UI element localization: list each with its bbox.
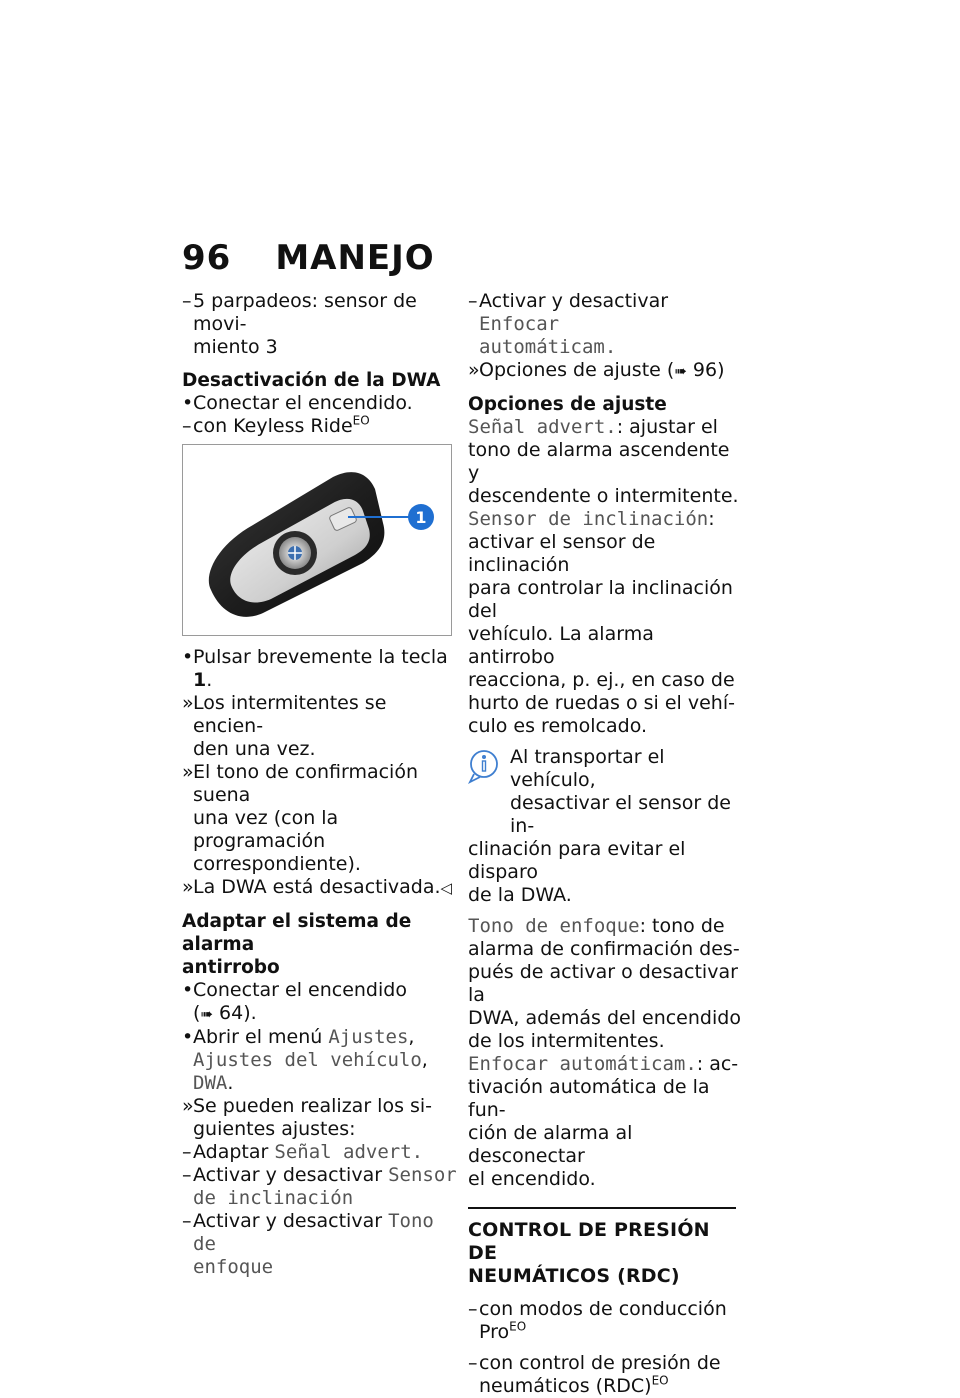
result-item: » La DWA está desactivada.◁: [182, 876, 453, 898]
key-fob-figure: [182, 444, 452, 636]
result-marker: »: [182, 692, 194, 714]
result-marker: »: [182, 1095, 194, 1117]
result-item: » Los intermitentes se encien-: [182, 692, 387, 737]
bullet-icon: •: [182, 979, 194, 1001]
dash-marker: –: [182, 415, 192, 437]
list-item: • Conectar el encendido: [182, 979, 407, 1001]
section-title: MANEJO: [275, 238, 435, 278]
page-header: [182, 238, 435, 278]
page-number: 96: [182, 238, 232, 278]
info-note: Al transportar el vehículo, desactivar el sensor de in-: [468, 746, 743, 838]
bullet-icon: •: [182, 392, 194, 414]
list-item: • Pulsar brevemente la tecla 1.: [182, 646, 448, 691]
info-icon: [468, 748, 504, 784]
list-item: – 5 parpadeos: sensor de movi-: [182, 290, 417, 335]
right-column: – Activar y desactivar Enfocar automáticam. » Opciones de ajuste (➠ 96) Opciones de ajuste Señal advert.: ajustar el tono de alarma ascendente y descendente o intermitente. Sensor de inclinación: activar el sensor de inclinación para controlar la inclinación del vehículo. La alarma antirrobo reacciona, p. ej., en caso de hurto de ruedas o si el vehí- culo es remolcado. Al transportar el vehículo, desactivar el sensor de in- clinación para evitar el disparo de la DWA. Tono de enfoque: tono de alarma de confirmación des- pués de activar o desactivar la DWA, además del encendido de los intermitentes. Enfocar automáticam.: ac- tivación automática de la fun- ción de alarma al desconectar el encendido. CONTROL DE PRESIÓN DE NEUMÁTICOS (RDC) – con modos de conducción Pro$^{EO}$ – con control de presión de neumáticos (RDC)$^{EO}$: [468, 290, 743, 1398]
key-fob-icon: [183, 445, 451, 635]
list-item-continuation: miento 3: [193, 336, 278, 358]
result-item: » Opciones de ajuste (➠ 96): [468, 359, 725, 381]
section-heading: Adaptar el sistema de alarma: [182, 911, 412, 955]
list-item: – con modos de conducción: [468, 1298, 727, 1320]
figure-callout-label: 1: [415, 508, 427, 527]
section-heading: CONTROL DE PRESIÓN DE: [468, 1219, 710, 1264]
list-item: – Adaptar Señal advert.: [182, 1141, 424, 1163]
page-ref-arrow-icon: ➠: [674, 362, 687, 380]
section-heading: Opciones de ajuste: [468, 394, 667, 415]
page-ref-arrow-icon: ➠: [200, 1005, 213, 1023]
list-item: – Activar y desactivar Enfocar: [468, 290, 669, 335]
section-divider: [468, 1207, 736, 1209]
result-marker: »: [182, 876, 194, 898]
list-item: – con control de presión de: [468, 1352, 721, 1374]
section-heading: Desactivación de la DWA: [182, 370, 441, 391]
end-triangle-icon: ◁: [440, 879, 453, 897]
bullet-icon: •: [182, 646, 194, 668]
bullet-icon: •: [182, 1026, 194, 1048]
list-item: – Activar y desactivar Tono de: [182, 1210, 434, 1255]
list-item: • Abrir el menú Ajustes,: [182, 1026, 415, 1048]
result-item: » Se pueden realizar los si-: [182, 1095, 433, 1117]
result-marker: »: [182, 761, 194, 783]
result-marker: »: [468, 359, 480, 381]
list-item: – con Keyless Ride$^{EO}$: [182, 413, 370, 437]
list-item: – Activar y desactivar Sensor: [182, 1164, 457, 1186]
list-item: • Conectar el encendido.: [182, 392, 413, 414]
result-item: » El tono de confirmación suena: [182, 761, 418, 806]
left-column: – 5 parpadeos: sensor de movi- miento 3 Desactivación de la DWA • Conectar el encendido. – con Keyless Ride$^{EO}$ 1 • Pulsar brevemente la tecla 1. » Los intermitentes se encien- den una vez. » El tono de confirmación suena una vez (con la programación correspondiente). » La DWA está desactivada.◁ Adaptar el sistema de alarma antirrobo • Conectar el encendido (➠ 64). • Abrir el menú Ajustes, Ajustes del vehículo, DWA. » Se pueden realizar los si- guientes ajustes: – Adaptar Señal advert. – Activar y desactivar Sensor de inclinación – Activar y desactivar Tono de enfoque: [182, 290, 457, 1278]
